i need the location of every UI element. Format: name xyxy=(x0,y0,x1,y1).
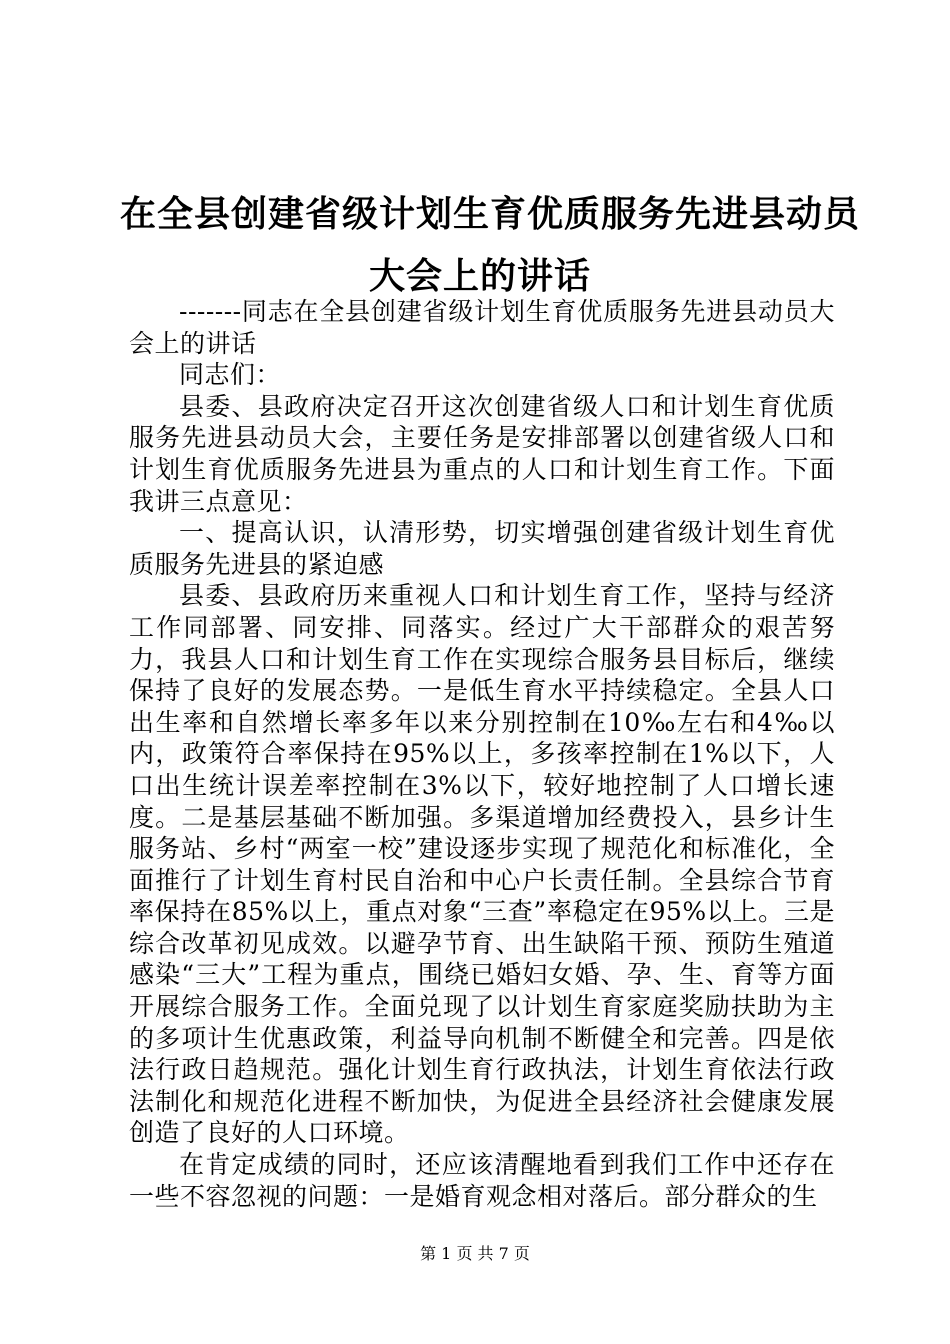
document-body xyxy=(129,296,835,1212)
paragraph-problems: 在肯定成绩的同时，还应该清醒地看到我们工作中还存在一些不容忽视的问题：一是婚育观念相对落后。部分群众的生 xyxy=(129,1150,835,1211)
paragraph-achievements: 县委、县政府历来重视人口和计划生育工作，坚持与经济工作同部署、同安排、同落实。经过广大干部群众的艰苦努力，我县人口和计划生育工作在实现综合服务县目标后，继续保持了良好的发展态势。一是低生育水平持续稳定。全县人口出生率和自然增长率多年以来分别控制在10‰左右和4‰以内，政策符合率保持在95%以上，多孩率控制在1%以下，人口出生统计误差率控制在3%以下，较好地控制了人口增长速度。二是基层基础不断加强。多渠道增加经费投入，县乡计生服务站、乡村“两室一校”建设逐步实现了规范化和标准化，全面推行了计划生育村民自治和中心户长责任制。全县综合节育率保持在85%以上，重点对象“三查”率稳定在95%以上。三是综合改革初见成效。以避孕节育、出生缺陷干预、预防生殖道感染“三大”工程为重点，围绕已婚妇女婚、孕、生、育等方面开展综合服务工作。全面兑现了以计划生育家庭奖励扶助为主的多项计生优惠政策，利益导向机制不断健全和完善。四是依法行政日趋规范。强化计划生育行政执法，计划生育依法行政法制化和规范化进程不断加快，为促进全县经济社会健康发展创造了良好的人口环境。 xyxy=(129,581,835,1148)
title-line-2: 大会上的讲话 xyxy=(368,256,591,297)
page-number-footer: 第 1 页 共 7 页 xyxy=(420,1244,530,1263)
section-heading-1: 一、提高认识，认清形势，切实增强创建省级计划生育优质服务先进县的紧迫感 xyxy=(129,518,835,579)
title-line-1: 在全县创建省级计划生育优质服务先进县动员 xyxy=(120,194,861,235)
speech-subtitle: -------同志在全县创建省级计划生育优质服务先进县动员大会上的讲话 xyxy=(129,297,835,358)
paragraph-intro: 县委、县政府决定召开这次创建省级人口和计划生育优质服务先进县动员大会，主要任务是安排部署以创建省级人口和计划生育优质服务先进县为重点的人口和计划生育工作。下面我讲三点意见： xyxy=(129,391,835,516)
salutation: 同志们： xyxy=(179,360,282,390)
document-title xyxy=(120,184,861,308)
